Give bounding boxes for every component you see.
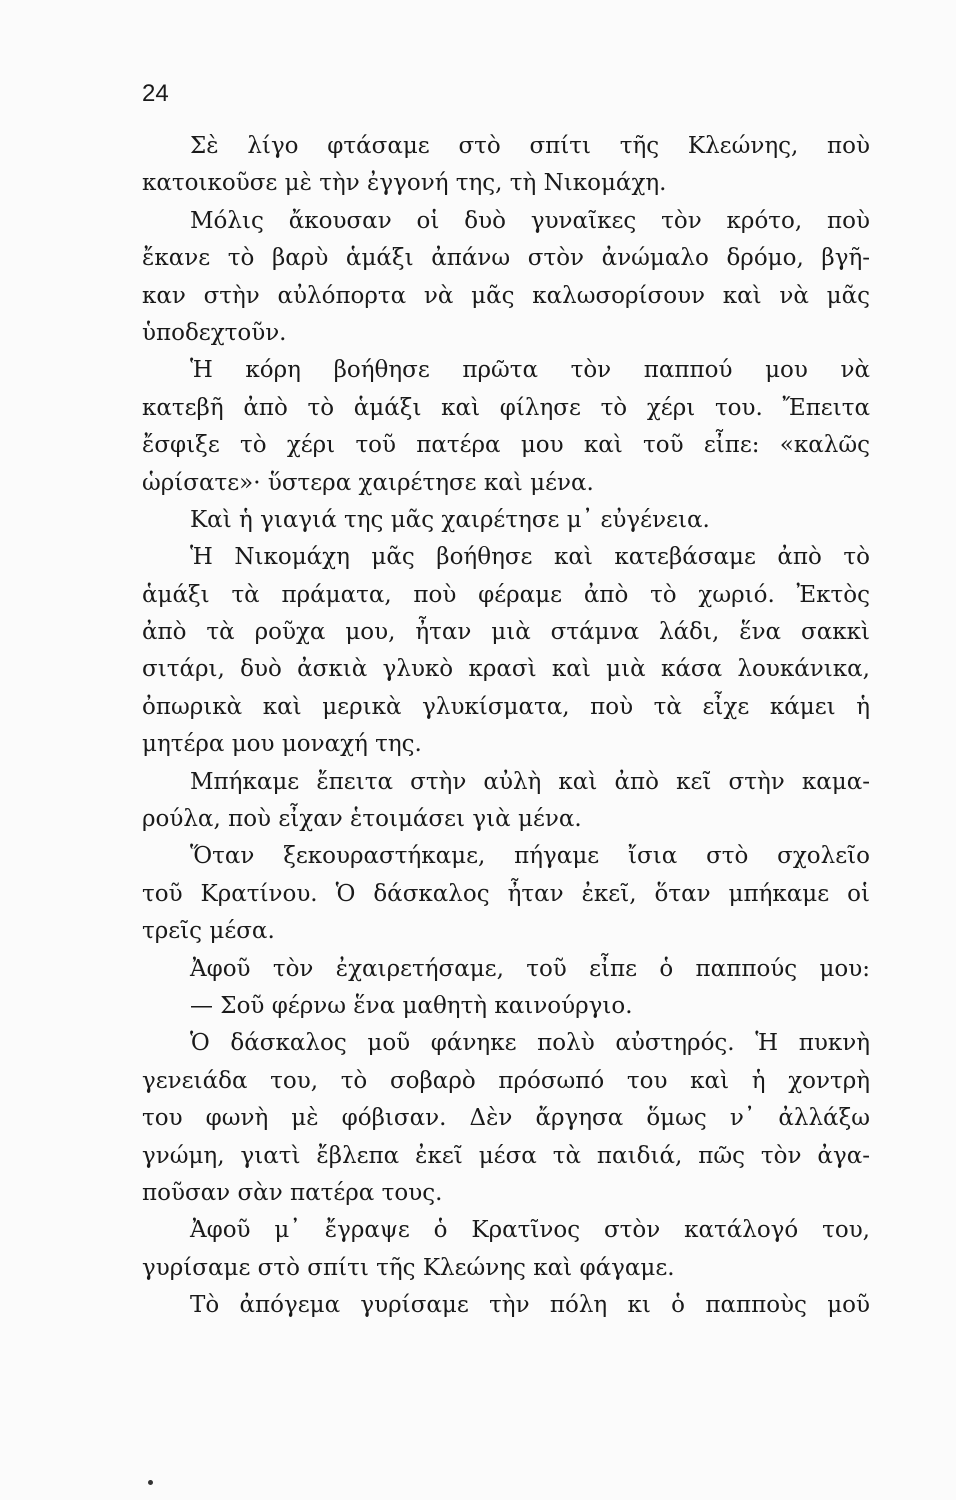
page-number: 24 <box>142 80 169 107</box>
text-line: γυρίσαμε στὸ σπίτι τῆς Κλεώνης καὶ φάγαμε. <box>142 1254 675 1281</box>
text-line: Μόλις ἄκουσαν οἱ δυὸ γυναῖκες τὸν κρότο, ποὺ <box>190 207 870 234</box>
text-line: ὡρίσατε»· ὕστερα χαιρέτησε καὶ μένα. <box>142 469 594 496</box>
text-line: του φωνὴ μὲ φόβισαν. Δὲν ἄργησα ὅμως ν᾽ ἀλλάξω <box>142 1105 870 1132</box>
text-line: κατεβῆ ἀπὸ τὸ ἁμάξι καὶ φίλησε τὸ χέρι του. Ἔπειτα <box>142 394 870 421</box>
text-line: ἁμάξι τὰ πράματα, ποὺ φέραμε ἀπὸ τὸ χωριό. Ἐκτὸς <box>142 581 870 608</box>
text-line: σιτάρι, δυὸ ἀσκιὰ γλυκὸ κρασὶ καὶ μιὰ κάσα λουκάνικα, <box>142 656 870 683</box>
text-line: — Σοῦ φέρνω ἕνα μαθητὴ καινούργιο. <box>190 992 633 1019</box>
text-line: Τὸ ἀπόγεμα γυρίσαμε τὴν πόλη κι ὁ παπποὺς μοῦ <box>190 1292 870 1319</box>
text-line: ἀπὸ τὰ ροῦχα μου, ἦταν μιὰ στάμνα λάδι, ἕνα σακκὶ <box>142 619 870 646</box>
text-line: ρούλα, ποὺ εἶχαν ἑτοιμάσει γιὰ μένα. <box>142 806 582 833</box>
text-line: γνώμη, γιατὶ ἔβλεπα ἐκεῖ μέσα τὰ παιδιά, πῶς τὸν ἀγα- <box>142 1142 870 1169</box>
text-line: Καὶ ἡ γιαγιά της μᾶς χαιρέτησε μ᾽ εὐγένεια. <box>190 506 710 533</box>
text-line: τρεῖς μέσα. <box>142 918 275 945</box>
text-line: ἔκανε τὸ βαρὺ ἁμάξι ἀπάνω στὸν ἀνώμαλο δρόμο, βγῆ- <box>142 245 870 272</box>
print-speck <box>148 1480 153 1485</box>
text-line: Ἡ Νικομάχη μᾶς βοήθησε καὶ κατεβάσαμε ἀπὸ τὸ <box>190 544 870 571</box>
text-line: Ὅταν ξεκουραστήκαμε, πήγαμε ἴσια στὸ σχολεῖο <box>190 843 870 870</box>
text-line: Ἡ κόρη βοήθησε πρῶτα τὸν παππού μου νὰ <box>190 357 870 384</box>
text-line: ὑποδεχτοῦν. <box>142 319 287 346</box>
text-line: ἔσφιξε τὸ χέρι τοῦ πατέρα μου καὶ τοῦ εἶπε: «καλῶς <box>142 432 870 459</box>
text-line: μητέρα μου μοναχή της. <box>142 731 422 758</box>
text-line: Μπήκαμε ἔπειτα στὴν αὐλὴ καὶ ἀπὸ κεῖ στὴν καμα- <box>190 768 870 795</box>
text-line: κατοικοῦσε μὲ τὴν ἐγγονή της, τὴ Νικομάχη. <box>142 170 667 197</box>
text-line: Ὁ δάσκαλος μοῦ φάνηκε πολὺ αὐστηρός. Ἡ πυκνὴ <box>190 1030 870 1057</box>
text-line: τοῦ Κρατίνου. Ὁ δάσκαλος ἦταν ἐκεῖ, ὅταν μπήκαμε οἱ <box>142 880 870 907</box>
text-line: Ἀφοῦ μ᾽ ἔγραψε ὁ Κρατῖνος στὸν κατάλογό του, <box>190 1217 870 1244</box>
body-text <box>142 128 870 1325</box>
text-line: Ἀφοῦ τὸν ἐχαιρετήσαμε, τοῦ εἶπε ὁ παππούς μου: <box>190 955 870 982</box>
text-line: Σὲ λίγο φτάσαμε στὸ σπίτι τῆς Κλεώνης, ποὺ <box>190 133 870 159</box>
text-line: ὀπωρικὰ καὶ μερικὰ γλυκίσματα, ποὺ τὰ εἶχε κάμει ἡ <box>142 693 870 720</box>
text-line: ποῦσαν σὰν πατέρα τους. <box>142 1179 443 1206</box>
text-line: γενειάδα του, τὸ σοβαρὸ πρόσωπό του καὶ ἡ χοντρὴ <box>142 1067 870 1094</box>
text-line: καν στὴν αὐλόπορτα νὰ μᾶς καλωσορίσουν καὶ νὰ μᾶς <box>142 282 870 309</box>
